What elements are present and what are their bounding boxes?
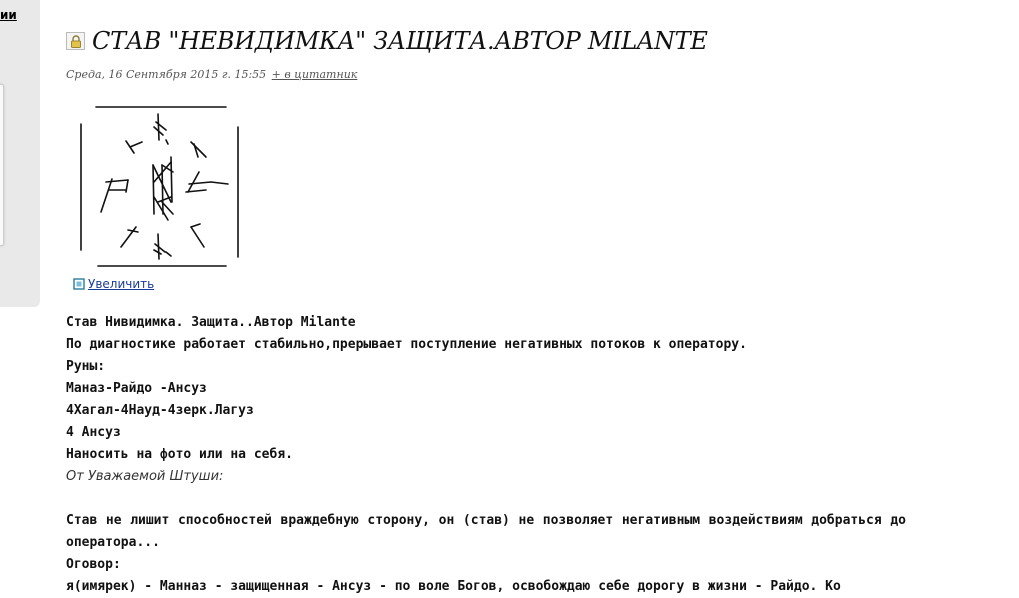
body-line: Оговор: [66, 557, 121, 572]
post-date: Среда, 16 Сентября 2015 г. 15:55 [66, 68, 267, 81]
body-line: 4Хагал-4Науд-4зерк.Лагуз [66, 403, 254, 418]
body-line: я(имярек) - Манназ - защищенная - Ансуз - по воле Богов, освобождаю себе дорогу в жизни - Райдо. Ко [66, 579, 841, 594]
body-line-italic: От Уважаемой Штуши: [66, 469, 224, 484]
post [66, 24, 911, 594]
body-line: Руны: [66, 359, 106, 374]
spacer [66, 488, 906, 510]
sidebar-scroll-panel[interactable] [0, 84, 4, 246]
stav-image[interactable] [76, 102, 241, 270]
zoom-control[interactable] [73, 277, 154, 291]
post-title[interactable]: СТАВ "НЕВИДИМКА" ЗАЩИТА.АВТОР MILANTE [92, 27, 708, 55]
zoom-link[interactable]: Увеличить [88, 277, 155, 291]
post-body [66, 312, 906, 598]
post-header [66, 24, 911, 58]
body-line: Маназ-Райдо -Ансуз [66, 381, 207, 396]
quote-link[interactable]: + в цитатник [271, 68, 358, 81]
body-line: 4 Ансуз [66, 425, 121, 440]
body-line: По диагностике работает стабильно,прерывает поступление негативных потоков к оператору. [66, 337, 747, 352]
zoom-icon [73, 278, 85, 290]
left-sidebar [0, 0, 40, 307]
body-paragraph: Став не лишит способностей враждебную сторону, он (став) не позволяет негативным воздействиям добраться до оператора... [66, 513, 906, 550]
sidebar-link[interactable]: ии [0, 8, 17, 22]
body-line: Став Нивидимка. Защита..Автор Milante [66, 315, 356, 330]
post-meta [66, 68, 911, 81]
lock-icon [66, 32, 85, 50]
body-line: Наносить на фото или на себя. [66, 447, 293, 462]
